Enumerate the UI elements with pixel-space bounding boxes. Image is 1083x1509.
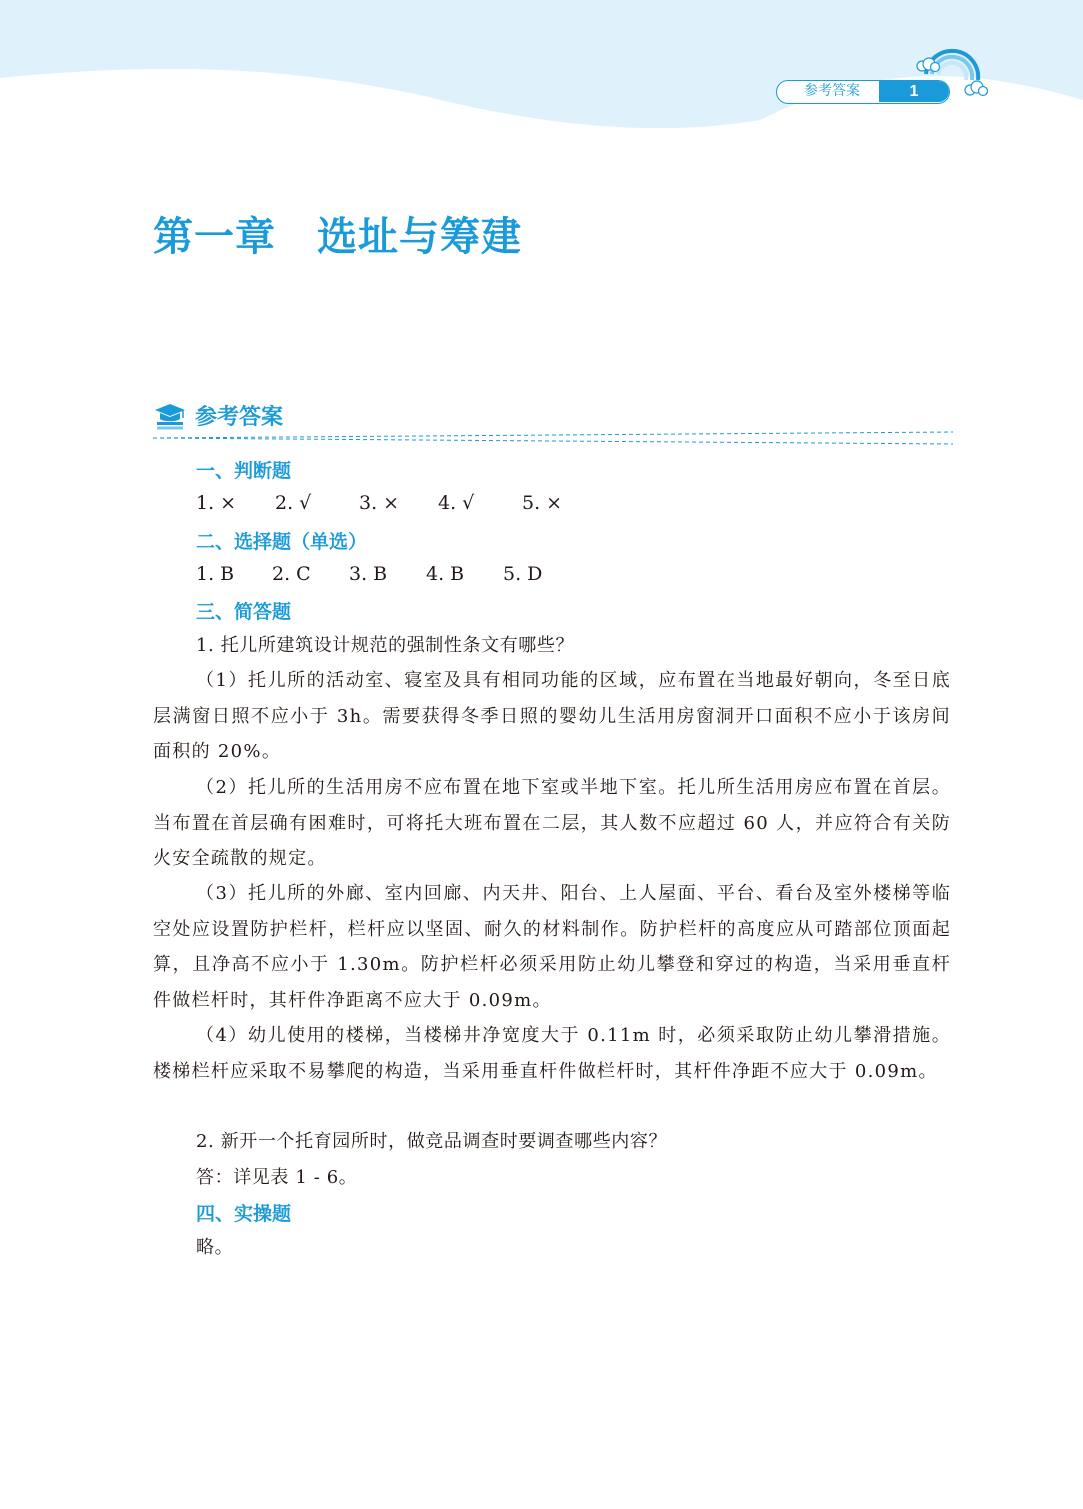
answer-item: 5. D	[503, 563, 543, 585]
chapter-title: 第一章 选址与筹建	[153, 213, 522, 260]
answer-item-4: （4）幼儿使用的楼梯，当楼梯井净宽度大于 0.11m 时，必须采取防止幼儿攀滑措施。楼梯栏杆应采取不易攀爬的构造，当采用垂直杆件做栏杆时，其杆件净距不应大于 0.09m。	[153, 1025, 951, 1082]
section-divider	[153, 428, 953, 448]
answer-item: 1. B	[196, 563, 235, 585]
header-tab-label: 参考答案	[804, 83, 860, 99]
books-icon	[153, 402, 187, 430]
heading-multiple-choice: 二、选择题（单选）	[196, 531, 368, 553]
answer-item-3: （3）托儿所的外廊、室内回廊、内天井、阳台、上人屋面、平台、看台及室外楼梯等临空处应设置防护栏杆，栏杆应以坚固、耐久的材料制作。防护栏杆的高度应从可踏部位顶面起算，且净高不应小于 1.30m。防护栏杆必须采用防止幼儿攀登和穿过的构造，当采用垂直杆件做栏杆时，其杆件净距离不应大于 0.09m。	[153, 883, 951, 1011]
rainbow-cloud-icon	[912, 44, 988, 104]
heading-true-false: 一、判断题	[196, 460, 292, 482]
heading-short-answer: 三、简答题	[196, 601, 292, 623]
answer-item: 2. C	[272, 563, 311, 585]
page-number: 1	[879, 81, 949, 102]
answer-item: 3. ×	[359, 492, 400, 514]
practical-answer: 略。	[196, 1237, 234, 1258]
true-false-answers	[196, 492, 562, 514]
answer-item-2: （2）托儿所的生活用房不应布置在地下室或半地下室。托儿所生活用房应布置在首层。当布置在首层确有困难时，可将托大班布置在二层，其人数不应超过 60 人，并应符合有关防火安全疏散的规定。	[153, 777, 951, 869]
question-2: 2. 新开一个托育园所时，做竞品调查时要调查哪些内容？	[196, 1131, 668, 1152]
answer-item: 2. √	[275, 492, 312, 514]
heading-practical: 四、实操题	[196, 1203, 292, 1225]
answer-item-1: （1）托儿所的活动室、寝室及具有相同功能的区域，应布置在当地最好朝向，冬至日底层满窗日照不应小于 3h。需要获得冬季日照的婴幼儿生活用房窗洞开口面积不应小于该房间面积的 20%。	[153, 670, 951, 762]
answer-2: 答：详见表 1 - 6。	[196, 1167, 358, 1188]
section-title: 参考答案	[195, 405, 284, 430]
answer-item: 5. ×	[522, 492, 563, 514]
answer-item: 4. √	[438, 492, 475, 514]
answer-item: 3. B	[349, 563, 388, 585]
multiple-choice-answers	[196, 563, 542, 585]
question-1: 1. 托儿所建筑设计规范的强制性条文有哪些？	[196, 635, 575, 656]
answer-item: 4. B	[426, 563, 465, 585]
answer-item: 1. ×	[196, 492, 237, 514]
